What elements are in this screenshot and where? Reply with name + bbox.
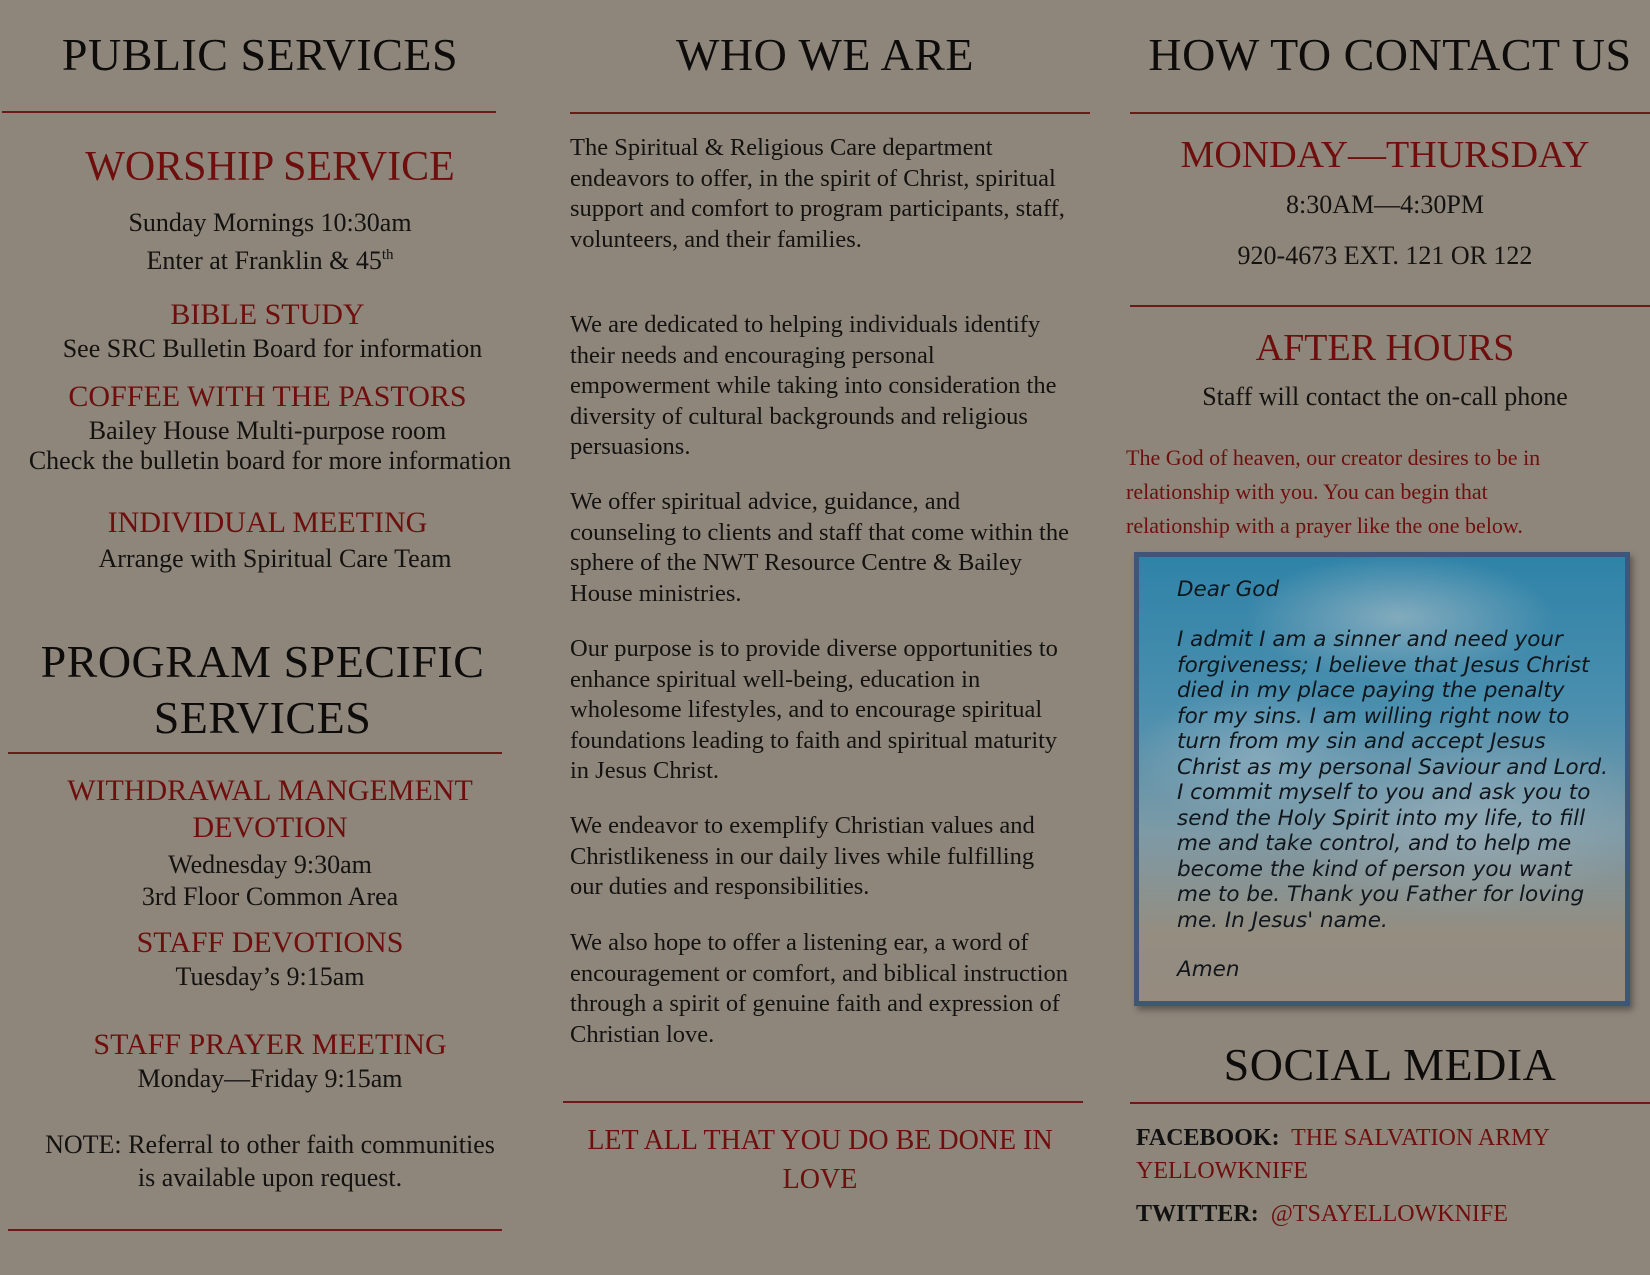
worship-service-heading: WORSHIP SERVICE bbox=[85, 144, 455, 190]
motto-line2: LOVE bbox=[782, 1164, 858, 1195]
invitation-text bbox=[1126, 441, 1540, 543]
twitter-link[interactable]: @TSAYELLOWKNIFE bbox=[1270, 1201, 1508, 1227]
prayer-line: for my sins. I am willing right now to bbox=[1177, 703, 1570, 729]
after-hours-heading: AFTER HOURS bbox=[1255, 327, 1515, 369]
listening-paragraph: We also hope to offer a listening ear, a word of encouragement or comfort, and biblical instruction through a spirit of genuine faith and expression of Christian love. bbox=[570, 929, 1069, 1048]
social-media-title: SOCIAL MEDIA bbox=[1223, 1039, 1557, 1090]
divider bbox=[1130, 305, 1650, 307]
prayer-line: I admit I am a sinner and need your bbox=[1177, 627, 1563, 652]
withdrawal-heading-line2: DEVOTION bbox=[192, 811, 348, 844]
worship-entrance-text: Enter at Franklin & 45 bbox=[146, 246, 382, 275]
who-we-are-title: WHO WE ARE bbox=[675, 29, 974, 80]
divider bbox=[570, 112, 1090, 114]
referral-note-line2: is available upon request. bbox=[137, 1163, 403, 1192]
withdrawal-heading-line1: WITHDRAWAL MANGEMENT bbox=[67, 774, 473, 807]
prayer-body bbox=[1177, 627, 1608, 933]
program-services-title-line1: PROGRAM SPECIFIC bbox=[40, 636, 485, 687]
staff-prayer-time: Monday—Friday 9:15am bbox=[137, 1064, 403, 1093]
prayer-line: me. In Jesus' name. bbox=[1177, 907, 1388, 933]
office-phone: 920-4673 EXT. 121 OR 122 bbox=[1237, 241, 1533, 270]
prayer-line: forgiveness; I believe that Jesus Christ bbox=[1177, 652, 1590, 678]
coffee-pastors-heading: COFFEE WITH THE PASTORS bbox=[68, 380, 467, 413]
coffee-info: Check the bulletin board for more information bbox=[28, 446, 512, 475]
invitation-line: The God of heaven, our creator desires to be in bbox=[1126, 445, 1541, 470]
divider bbox=[8, 1229, 502, 1231]
withdrawal-location: 3rd Floor Common Area bbox=[141, 882, 399, 911]
office-days-heading: MONDAY—THURSDAY bbox=[1180, 134, 1590, 176]
coffee-location: Bailey House Multi-purpose room bbox=[88, 416, 447, 445]
divider bbox=[1130, 112, 1650, 114]
intro-paragraph: The Spiritual & Religious Care department endeavors to offer, in the spirit of Christ, spiritual support and comfort to program participants, staff, volunteers, and their families. bbox=[570, 134, 1065, 253]
staff-devotions-heading: STAFF DEVOTIONS bbox=[136, 926, 404, 959]
purpose-paragraph: Our purpose is to provide diverse opportunities to enhance spiritual well-being, education in wholesome lifestyles, and to encourage spiritual foundations leading to faith and spiritual maturity in Jesus Christ. bbox=[570, 635, 1058, 784]
prayer-salutation: Dear God bbox=[1177, 577, 1280, 602]
after-hours-info: Staff will contact the on-call phone bbox=[1202, 382, 1568, 411]
facebook-label: FACEBOOK: bbox=[1136, 1125, 1280, 1151]
withdrawal-time: Wednesday 9:30am bbox=[168, 850, 372, 879]
worship-entrance bbox=[0, 246, 540, 276]
public-services-title: PUBLIC SERVICES bbox=[61, 29, 459, 80]
prayer-line: send the Holy Spirit into my life, to fill bbox=[1177, 805, 1586, 831]
prayer-line: Christ as my personal Saviour and Lord. bbox=[1177, 754, 1609, 780]
divider bbox=[1130, 1102, 1650, 1104]
contact-title: HOW TO CONTACT US bbox=[1148, 29, 1632, 80]
staff-devotions-time: Tuesday’s 9:15am bbox=[175, 962, 365, 991]
office-hours: 8:30AM—4:30PM bbox=[1286, 190, 1484, 219]
prayer-line: become the kind of person you want bbox=[1177, 856, 1572, 882]
invitation-line: relationship with a prayer like the one below. bbox=[1126, 513, 1523, 538]
divider bbox=[2, 111, 496, 113]
prayer-closing: Amen bbox=[1177, 957, 1240, 982]
prayer-card bbox=[1134, 552, 1630, 1006]
counseling-paragraph: We offer spiritual advice, guidance, and counseling to clients and staff that come within the sphere of the NWT Resource Centre & Bailey House ministries. bbox=[570, 488, 1069, 607]
bible-study-heading: BIBLE STUDY bbox=[170, 298, 365, 331]
facebook-link[interactable]: THE SALVATION ARMY bbox=[1291, 1125, 1550, 1151]
values-paragraph: We endeavor to exemplify Christian values and Christlikeness in our daily lives while fulfilling our duties and responsibilities. bbox=[570, 812, 1035, 900]
prayer-line: I commit myself to you and ask you to bbox=[1177, 780, 1591, 805]
dedication-paragraph: We are dedicated to helping individuals identify their needs and encouraging personal empowerment while taking into consideration the diversity of cultural backgrounds and religious persuasions. bbox=[570, 311, 1057, 460]
divider bbox=[563, 1101, 1083, 1103]
twitter-label: TWITTER: bbox=[1136, 1201, 1259, 1227]
invitation-line: relationship with you. You can begin that bbox=[1126, 479, 1488, 504]
individual-meeting-heading: INDIVIDUAL MEETING bbox=[107, 506, 428, 539]
ordinal-suffix: th bbox=[381, 247, 394, 263]
program-services-title-line2: SERVICES bbox=[153, 692, 372, 743]
prayer-line: turn from my sin and accept Jesus bbox=[1177, 729, 1546, 754]
worship-time: Sunday Mornings 10:30am bbox=[128, 208, 412, 237]
motto-line1: LET ALL THAT YOU DO BE DONE IN bbox=[587, 1125, 1053, 1156]
prayer-line: me and take control, and to help me bbox=[1177, 831, 1572, 856]
referral-note-line1: NOTE: Referral to other faith communities bbox=[45, 1130, 495, 1159]
twitter-entry bbox=[1136, 1201, 1508, 1228]
facebook-link-continued[interactable]: YELLOWKNIFE bbox=[1136, 1158, 1308, 1184]
prayer-line: died in my place paying the penalty bbox=[1177, 678, 1565, 703]
staff-prayer-heading: STAFF PRAYER MEETING bbox=[93, 1028, 447, 1061]
individual-meeting-info: Arrange with Spiritual Care Team bbox=[98, 544, 452, 573]
divider bbox=[8, 752, 502, 754]
facebook-entry bbox=[1136, 1122, 1550, 1188]
bible-study-info: See SRC Bulletin Board for information bbox=[62, 334, 483, 363]
prayer-line: me to be. Thank you Father for loving bbox=[1177, 882, 1585, 907]
